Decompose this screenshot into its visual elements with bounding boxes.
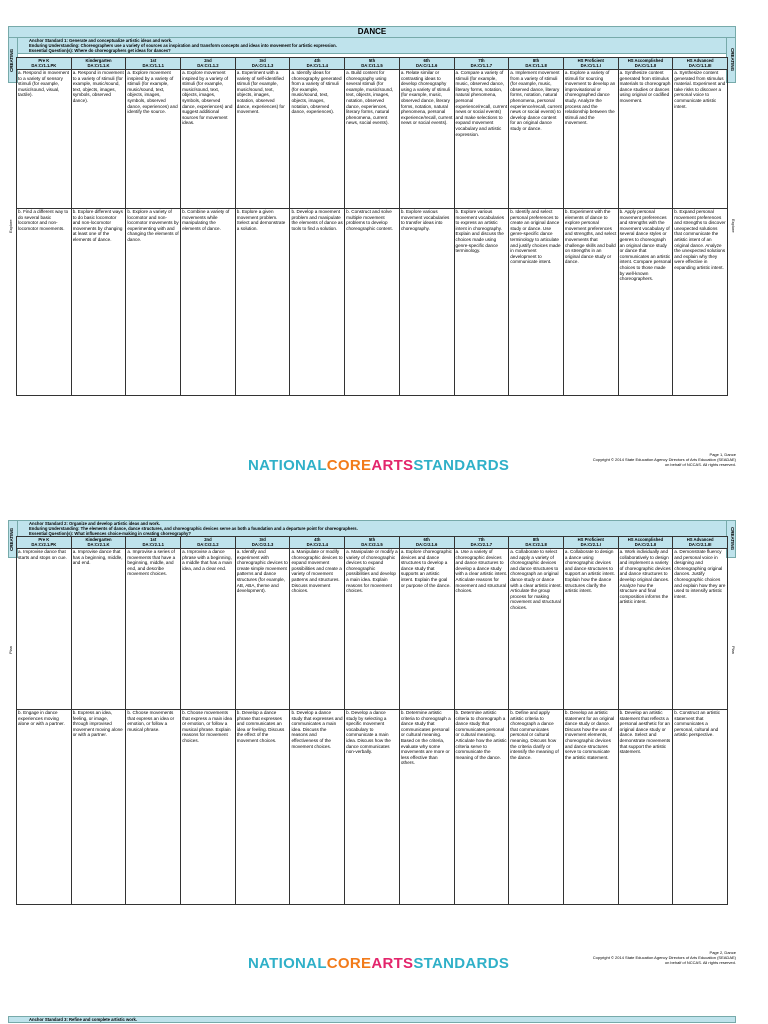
performance-standard-b: b. Find a different way to do several basic locomotor and non-locomotor movements. — [17, 209, 72, 396]
grade-label: HS Advanced — [686, 537, 714, 542]
grade-label: 2nd — [204, 58, 212, 63]
creating-label-right: CREATING — [726, 520, 736, 558]
performance-standard-a: a. Respond in movement to a variety of sensory stimuli (for example, music/sound, visual, tactile). — [17, 70, 72, 209]
anchor-standard: Anchor Standard 3: Refine and complete artistic work. — [8, 1016, 736, 1023]
column-header — [72, 536, 127, 549]
creating-label-left: CREATING — [8, 37, 18, 83]
column-header — [673, 57, 728, 70]
column-header — [126, 536, 181, 549]
column-header — [17, 536, 72, 549]
standard-code: DA:Cr1.1.5 — [361, 63, 383, 68]
standard-code: DA:Cr1.1.7 — [470, 63, 493, 68]
performance-standard-a: a. Explore a variety of stimuli for sourcing movement to develop an improvisational or choreographed dance study. Analyze the process and the relationship between the stimuli and the movement. — [564, 70, 619, 209]
grade-label: 4th — [314, 537, 321, 542]
column-header — [619, 57, 674, 70]
column-header — [236, 536, 291, 549]
standard-code: DA:Cr1.1.K — [87, 63, 110, 68]
performance-standard-a: a. Improvise dance that starts and stops on cue. — [17, 549, 72, 710]
grade-label: Kindergarten — [85, 58, 112, 63]
column-header — [345, 536, 400, 549]
standards-table — [16, 536, 728, 905]
grade-label: HS Accomplished — [627, 58, 664, 63]
performance-standard-b: b. Determine artistic criteria to choreograph a dance study that communicates personal or cultural meaning. Based on the criteria, evaluate why some movements are more or less effective than others. — [400, 710, 455, 905]
enduring-understanding: Enduring Understanding: The elements of dance, dance structures, and choreographic devices serve as both a foundation and a departure point for choreographers. — [29, 526, 358, 531]
performance-standard-a: a. Identify and experiment with choreographic devices to create simple movement patterns and dance structures (for example, AB, ABA, theme and development). — [236, 549, 291, 710]
column-header — [345, 57, 400, 70]
column-header — [290, 57, 345, 70]
performance-standard-a: a. Use a variety of choreographic devices and dance structures to develop a dance study with a clear artistic intent. Articulate reasons for movement and structural choices. — [455, 549, 510, 710]
performance-standard-a: a. Improvise a dance phrase with a beginning, a middle that has a main idea, and a clear end. — [181, 549, 236, 710]
performance-standard-b: b. Experiment with the elements of dance to explore personal movement preferences and strengths, and select movements that challenge skills and build on strengths in an original dance study or dance. — [564, 209, 619, 396]
standard-code: DA:Cr2.1.7 — [470, 542, 493, 547]
performance-standard-b: b. Explore a given movement problem. Select and demonstrate a solution. — [236, 209, 291, 396]
column-header — [181, 536, 236, 549]
page-2 — [8, 520, 736, 902]
performance-standard-b: b. Identify and select personal preferences to create an original dance study or dance. Use genre-specific dance terminology to articulate and justify choices made in movement development to communicate intent. — [509, 209, 564, 396]
performance-standard-a: a. Respond in movement to a variety of stimuli (for example, music/sound, text, objects, images, symbols, observed dance). — [72, 70, 127, 209]
grade-label: 8th — [532, 58, 540, 63]
performance-standard-a: a. Compare a variety of stimuli (for example, music, observed dance, literary forms, notation, natural phenomena, personal experience/recall, current news or social events) and make selections to expand movement vocabulary and artistic expression. — [455, 70, 510, 209]
grade-label: 5th — [368, 537, 376, 542]
nccas-logo: NATIONALCOREARTSSTANDARDS — [248, 955, 510, 972]
performance-standard-b: b. Construct and solve multiple movement problems to develop choreographic content. — [345, 209, 400, 396]
standard-code: DA:Cr2.1.I — [580, 542, 601, 547]
grade-label: HS Advanced — [686, 58, 714, 63]
performance-standard-b: b. Combine a variety of movements while manipulating the elements of dance. — [181, 209, 236, 396]
performance-standard-a: a. Improvise dance that has a beginning, middle, and end. — [72, 549, 127, 710]
essential-question: Essential Question(s): What influences choice-making in creating choreography? — [29, 531, 191, 536]
copyright-rights: on behalf of NCCAS. All rights reserved. — [664, 960, 736, 965]
performance-standard-a: a. Synthesize content generated from stimulus materials to choreograph dance studies or dances using original or codified movement. — [619, 70, 674, 209]
column-header — [72, 57, 127, 70]
column-header — [673, 536, 728, 549]
performance-standard-a: a. Manipulate or modify choreographic devices to expand movement possibilities and create a variety of movement patterns and structures. Discuss movement choices. — [290, 549, 345, 710]
column-header — [455, 536, 510, 549]
performance-standard-a: a. Relate similar or contrasting ideas to develop choreography using a variety of stimuli (for example, music, observed dance, literary forms, notation, natural phenomena, personal experience/recall, current news or social events). — [400, 70, 455, 209]
standard-code: DA:Cr2.1.2 — [197, 542, 219, 547]
standard-code: DA:Cr2.1.III — [688, 542, 712, 547]
grade-label: 6th — [423, 537, 430, 542]
page-3 — [8, 1016, 736, 1024]
grade-label: 3rd — [259, 537, 266, 542]
performance-standard-b: b. Develop a dance study that expresses and communicates a main idea. Discuss the reasons and effectiveness of the movement choices. — [290, 710, 345, 905]
grade-label: 6th — [423, 58, 430, 63]
performance-standard-b: b. Apply personal movement preferences and strengths with the movement vocabulary of several dance styles or genres to choreograph an original dance study or dance that communicates an artistic intent. Compare personal choices to those made by well-known choreographers. — [619, 209, 674, 396]
standard-code: DA:Cr1.1.8 — [525, 63, 547, 68]
row-label-plan-right: Plan — [731, 645, 736, 654]
column-header — [290, 536, 345, 549]
column-header — [564, 536, 619, 549]
page-number: Page 2, Dance — [709, 950, 736, 955]
standard-code: DA:Cr1.1.4 — [306, 63, 328, 68]
performance-standard-a: a. Synthesize content generated from stimulus material. Experiment and take risks to discover a personal voice to communicate artistic intent. — [673, 70, 728, 209]
grade-label: 8th — [532, 537, 540, 542]
performance-standard-b: b. Explore various movement vocabularies to transfer ideas into choreography. — [400, 209, 455, 396]
standard-code: DA:Cr2.1.K — [87, 542, 110, 547]
grade-label: 4th — [314, 58, 321, 63]
performance-standard-b: b. Develop a movement problem and manipulate the elements of dance as tools to find a solution. — [290, 209, 345, 396]
row-label-plan-left: Plan — [8, 646, 13, 655]
performance-standard-b: b. Explore different ways to do basic locomotor and non-locomotor movements by changing at least one of the elements of dance. — [72, 209, 127, 396]
performance-standard-b: b. Develop an artistic statement for an original dance study or dance. Discuss how the use of movement elements, choreographic devices and dance structures serve to communicate the artistic statement. — [564, 710, 619, 905]
performance-standard-a: a. Explore movement inspired by a variety of stimuli (for example, music/sound, text, objects, images, symbols, observed dance, experiences) and suggest additional sources for movement ideas. — [181, 70, 236, 209]
grade-label: HS Proficient — [577, 58, 604, 63]
nccas-logo: NATIONALCOREARTSSTANDARDS — [248, 457, 510, 474]
standard-code: DA:Cr1.1.III — [688, 63, 712, 68]
performance-standard-a: a. Build content for choreography using several stimuli (for example, music/sound, text, objects, images, notation, observed dance, experiences, literary forms, natural phenomena, current news, social events). — [345, 70, 400, 209]
anchor-standard: Anchor Standard 2: Organize and develop artistic ideas and work. — [29, 521, 161, 526]
performance-standard-b: b. Develop a dance phrase that expresses and communicates an idea or feeling. Discuss the effect of the movement choices. — [236, 710, 291, 905]
standard-code: DA:Cr2.1.6 — [415, 542, 438, 547]
essential-question: Essential Question(s): Where do choreographers get ideas for dances? — [29, 48, 171, 53]
performance-standard-a: a. Work individually and collaboratively to design and implement a variety of choreographic devices and dance structures to develop original dances. Analyze how the structure and final composition informs the artistic intent. — [619, 549, 674, 710]
page-title: DANCE — [8, 26, 736, 38]
grade-label: 2nd — [204, 537, 212, 542]
copyright-1 — [546, 452, 736, 467]
grade-label: 7th — [478, 537, 485, 542]
standard-code: DA:Cr1.1.2 — [197, 63, 219, 68]
grade-label: Pre K — [38, 58, 50, 63]
grade-label: 3rd — [259, 58, 266, 63]
column-header — [126, 57, 181, 70]
standard-code: DA:Cr1.1.6 — [415, 63, 438, 68]
grade-label: Kindergarten — [85, 537, 112, 542]
copyright-line: Copyright © 2014 State Education Agency Directors of Arts Education (SEADAE) — [592, 955, 736, 960]
performance-standard-b: b. Explore various movement vocabularies to express an artistic intent in choreography. Explain and discuss the choices made using genre-specific dance terminology. — [455, 209, 510, 396]
grade-label: Pre K — [38, 537, 50, 542]
page-1 — [8, 26, 736, 378]
column-header — [181, 57, 236, 70]
standard-code: DA:Cr2.1.8 — [525, 542, 547, 547]
grade-label: 1st — [150, 537, 157, 542]
standard-header — [8, 38, 736, 54]
column-header — [236, 57, 291, 70]
column-header — [509, 57, 564, 70]
performance-standard-b: b. Express an idea, feeling, or image, through improvised movement moving alone or with a partner. — [72, 710, 127, 905]
copyright-2 — [546, 950, 736, 965]
column-header — [17, 57, 72, 70]
anchor-standard: Anchor Standard 1: Generate and conceptualize artistic ideas and work. — [29, 38, 173, 43]
standard-code: DA:Cr2.1.PK — [31, 542, 57, 547]
standard-code: DA:Cr1.1.I — [580, 63, 601, 68]
performance-standard-a: a. Explore movement inspired by a variety of stimuli (for example, music/sound, text, objects, images, symbols, observed dance, experiences) and identify the source. — [126, 70, 181, 209]
creating-label-left: CREATING — [8, 520, 18, 558]
grade-label: HS Accomplished — [627, 537, 664, 542]
performance-standard-b: b. Develop an artistic statement that reflects a personal aesthetic for an original dance study or dance. Select and demonstrate movements that support the artistic statement. — [619, 710, 674, 905]
page-number: Page 1, Dance — [709, 452, 736, 457]
performance-standard-b: b. Choose movements that express an idea or emotion, or follow a musical phrase. — [126, 710, 181, 905]
standard-code: DA:Cr2.1.3 — [251, 542, 274, 547]
performance-standard-a: a. Explore choreographic devices and dance structures to develop a dance study that supports an artistic intent. Explain the goal or purpose of the dance. — [400, 549, 455, 710]
performance-standard-a: a. Manipulate or modify a variety of choreographic devices to expand choreographic possibilities and develop a main idea. Explain reasons for movement choices. — [345, 549, 400, 710]
standard-code: DA:Cr2.1.4 — [306, 542, 328, 547]
performance-standard-a: a. Collaborate to design a dance using choreographic devices and dance structures to support an artistic intent. Explain how the dance structures clarify the artistic intent. — [564, 549, 619, 710]
performance-standard-a: a. Experiment with a variety of self-identified stimuli (for example, music/sound, text, objects, images, notation, observed dance, experiences) for movement. — [236, 70, 291, 209]
column-header — [564, 57, 619, 70]
performance-standard-b: b. Construct an artistic statement that communicates a personal, cultural and artistic perspective. — [673, 710, 728, 905]
performance-standard-b: b. Expand personal movement preferences and strengths to discover unexpected solutions that communicate the artistic intent of an original dance. Analyze the unexpected solutions and explain why they were effective in expanding artistic intent. — [673, 209, 728, 396]
creating-label-right: CREATING — [726, 37, 736, 83]
standard-code: DA:Cr2.1.1 — [142, 542, 164, 547]
performance-standard-a: a. Collaborate to select and apply a variety of choreographic devices and dance structures to choreograph an original dance study or dance with a clear artistic intent. Articulate the group process for making movement and structural choices. — [509, 549, 564, 710]
column-header — [400, 57, 455, 70]
copyright-rights: on behalf of NCCAS. All rights reserved. — [664, 462, 736, 467]
grade-label: 7th — [478, 58, 485, 63]
enduring-understanding: Enduring Understanding: Choreographers use a variety of sources as inspiration and transform concepts and ideas into movement for artistic expression. — [29, 43, 337, 48]
performance-standard-b: b. Explore a variety of locomotor and non-locomotor movements by experimenting with and changing the elements of dance. — [126, 209, 181, 396]
standard-code: DA:Cr1.1.II — [634, 63, 657, 68]
performance-standard-b: b. Engage in dance experiences moving alone or with a partner. — [17, 710, 72, 905]
performance-standard-a: a. Identify ideas for choreography generated from a variety of stimuli (for example, music/sound, text, objects, images, notation, observed dance, experiences). — [290, 70, 345, 209]
grade-label: HS Proficient — [577, 537, 604, 542]
performance-standard-b: b. Determine artistic criteria to choreograph a dance study that communicates personal or cultural meaning. Articulate how the artistic criteria serve to communicate the meaning of the dance. — [455, 710, 510, 905]
performance-standard-a: a. Demonstrate fluency and personal voice in designing and choreographing original dances. Justify choreographic choices and explain how they are used to intensify artistic intent. — [673, 549, 728, 710]
grade-label: 5th — [368, 58, 376, 63]
standards-table — [16, 57, 728, 396]
copyright-line: Copyright © 2014 State Education Agency Directors of Arts Education (SEADAE) — [592, 457, 736, 462]
column-header — [400, 536, 455, 549]
standard-code: DA:Cr1.1.PK — [31, 63, 57, 68]
row-label-explore-right: Explore — [731, 219, 736, 233]
performance-standard-b: b. Develop a dance study by selecting a specific movement vocabulary to communicate a main idea. Discuss how the dance communicates non-verbally. — [345, 710, 400, 905]
standard-header — [8, 520, 736, 537]
standard-code: DA:Cr2.1.5 — [361, 542, 383, 547]
column-header — [509, 536, 564, 549]
performance-standard-b: b. Choose movements that express a main idea or emotion, or follow a musical phrase. Explain reasons for movement choices. — [181, 710, 236, 905]
standard-code: DA:Cr1.1.1 — [142, 63, 164, 68]
standard-code: DA:Cr2.1.II — [634, 542, 657, 547]
performance-standard-a: a. Improvise a series of movements that have a beginning, middle, and end, and describe movement choices. — [126, 549, 181, 710]
performance-standard-a: a. Implement movement from a variety of stimuli (for example, music, observed dance, literary forms, notation, natural phenomena, personal experience/recall, current news or social events) to develop dance content for an original dance study or dance. — [509, 70, 564, 209]
grade-label: 1st — [150, 58, 157, 63]
column-header — [619, 536, 674, 549]
row-label-explore-left: Explore — [8, 219, 13, 233]
standard-code: DA:Cr1.1.3 — [251, 63, 274, 68]
column-header — [455, 57, 510, 70]
performance-standard-b: b. Define and apply artistic criteria to choreograph a dance that communicates personal or cultural meaning. Discuss how the criteria clarify or intensify the meaning of the dance. — [509, 710, 564, 905]
